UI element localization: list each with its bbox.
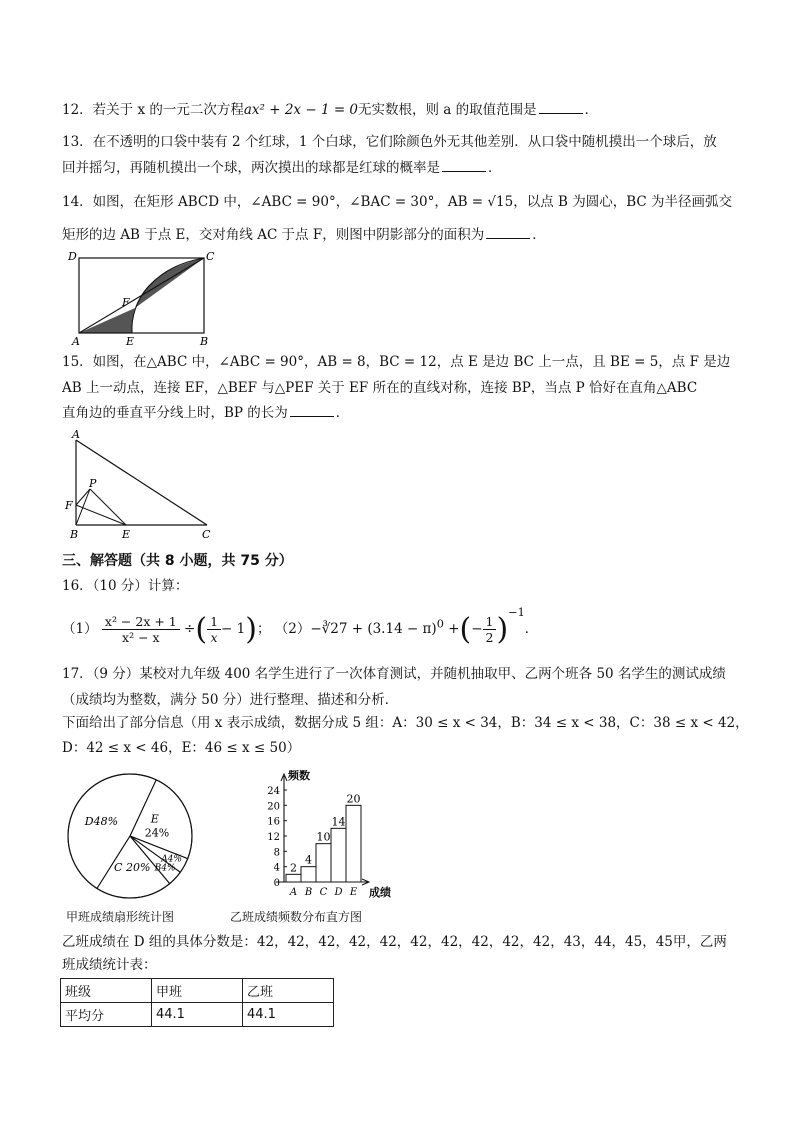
table-cell: 44.1 <box>243 1003 334 1027</box>
pie-chart-class-jia <box>60 770 210 902</box>
q12-suffix: 无实数根，则 a 的取值范围是 <box>358 102 537 118</box>
pie-chart-caption: 甲班成绩扇形统计图 <box>66 910 175 924</box>
q15-label-b: B <box>70 528 79 541</box>
hist-bar-d <box>331 828 346 882</box>
q17-line6: 班成绩统计表： <box>62 957 157 973</box>
q15-segment-ef <box>76 505 126 525</box>
hist-bar-b <box>301 867 316 882</box>
hist-y-tick: 24 <box>267 786 280 797</box>
q17-line2: （成绩均为整数，满分 50 分）进行整理、描述和分析． <box>62 692 399 708</box>
hist-y-label: 频数 <box>288 770 310 782</box>
q16-half-num: 1 <box>483 614 497 630</box>
hist-category-label: C <box>319 887 328 898</box>
hist-value-label: 2 <box>290 861 297 875</box>
q14-end: ． <box>532 227 546 243</box>
q16-title: 16．（10 分）计算： <box>62 578 189 594</box>
q15-triangle-figure <box>62 428 222 544</box>
q14-label-d: D <box>68 250 77 263</box>
hist-category-label: B <box>304 887 313 898</box>
q15-line3-text: 直角边的垂直平分线上时，BP 的长为 <box>62 405 288 421</box>
q16-neg-sign: − <box>471 621 483 637</box>
q15-answer-blank <box>290 403 334 417</box>
hist-category-label: E <box>349 887 358 898</box>
section-3-title: 三、解答题（共 8 小题，共 75 分） <box>62 553 293 569</box>
q16-separator: ； <box>256 621 271 637</box>
q16-inner-rest: − 1 <box>221 621 246 637</box>
q13-line2-text: 回并摇匀，再随机摸出一个球，两次摸出的球都是红球的概率是 <box>62 160 440 176</box>
hist-category-label: A <box>289 887 298 898</box>
q16-exponent-neg1: −1 <box>508 605 525 619</box>
q16-frac-den: x² − x <box>122 630 160 645</box>
hist-y-tick: 0 <box>273 878 280 889</box>
q16-expressions: （1） $\frac{\text{x² − 2x + 1}}{\text{x² − x}}$ ÷( $\frac{1}{x}$ − 1)； （2）−∛27 + $(3.14 - \pi)^0$ +(− $\frac{1}{2}$ )$^{-1}$． <box>62 605 539 647</box>
hist-bar-c <box>316 844 331 882</box>
hist-x-label: 成绩 <box>369 886 391 899</box>
hist-y-tick: 16 <box>267 816 280 828</box>
pie-percent-e: 24% <box>144 826 170 840</box>
histogram-caption: 乙班成绩频数分布直方图 <box>230 910 363 924</box>
q12-answer-blank <box>539 100 583 114</box>
q15-label-f: F <box>65 499 73 512</box>
q16-part2-expression: −∛27 + (3.14 − π) <box>310 621 437 637</box>
q14-answer-blank <box>486 225 530 239</box>
hist-y-tick: 12 <box>267 832 280 843</box>
hist-value-label: 14 <box>331 815 346 829</box>
q13-line1: 13．在不透明的口袋中装有 2 个红球，1 个白球，它们除颜色外无其他差别．从口袋中随机摸出一个球后，放 <box>62 134 717 150</box>
q14-line2-text: 矩形的边 AB 于点 E，交对角线 AC 于点 F，则图中阴影部分的面积为 <box>62 227 485 243</box>
pie-label-d: D48% <box>84 815 119 829</box>
q17-line5: 乙班成绩在 D 组的具体分数是：42，42，42，42，42，42，42，42，42，42，43，44，45，45甲，乙两 <box>62 934 727 950</box>
q16-fraction-inner <box>207 614 221 645</box>
table-header-row <box>61 979 334 1003</box>
q17-line1: 17．（9 分）某校对九年级 400 名学生进行了一次体育测试，并随机抽取甲、乙两个班各 50 名学生的测试成绩 <box>62 666 726 682</box>
q16-divide: ÷ <box>184 621 196 637</box>
q14-label-a: A <box>72 335 80 348</box>
table-header-cell: 乙班 <box>243 979 334 1003</box>
pie-label-b: B4% <box>154 863 176 874</box>
q15-label-p: P <box>89 477 97 490</box>
q15-line1: 15．如图，在△ABC 中，∠ABC = 90°，AB = 8，BC = 12，点 E 是边 BC 上一点，且 BE = 5，点 F 是边 <box>62 354 731 370</box>
q14-label-e: E <box>126 335 135 348</box>
q14-label-f: F <box>122 296 130 309</box>
q15-segment-bp <box>76 489 90 525</box>
q14-line2 <box>62 225 546 245</box>
hist-bar-e <box>346 805 361 882</box>
q16-inner-den: x <box>210 630 218 645</box>
q17-line3: 下面给出了部分信息（用 x 表示成绩，数据分成 5 组：A：30 ≤ x < 34，B：34 ≤ x < 38，C：38 ≤ x < 42， <box>62 715 749 731</box>
q15-segment-pe <box>90 489 126 525</box>
table-row <box>61 1003 334 1027</box>
question-12 <box>62 100 598 120</box>
q17-line4: D：42 ≤ x < 46，E：46 ≤ x ≤ 50） <box>62 740 301 756</box>
table-header-cell: 甲班 <box>152 979 243 1003</box>
q12-end: ． <box>584 102 599 118</box>
q16-fraction-half <box>483 614 497 645</box>
q14-shaded-region-upper <box>135 258 204 308</box>
q14-shaded-region-lower <box>79 308 135 333</box>
q13-end: ． <box>488 160 502 176</box>
q14-label-b: B <box>200 335 209 348</box>
q16-half-den: 2 <box>485 630 494 645</box>
hist-value-label: 20 <box>346 792 361 806</box>
q16-part1-label: （1） <box>62 621 98 637</box>
q14-label-c: C <box>206 250 215 263</box>
q16-exponent-zero: 0 <box>436 617 444 631</box>
q16-part2-label: （2） <box>274 621 311 637</box>
q16-inner-num: 1 <box>207 614 221 630</box>
pie-label-e: E <box>150 812 159 826</box>
q15-label-e: E <box>122 528 131 541</box>
q15-label-c: C <box>202 528 211 541</box>
hist-y-tick: 4 <box>273 862 280 874</box>
q16-end: ． <box>524 621 539 637</box>
hist-category-label: D <box>334 887 343 898</box>
hist-y-tick: 8 <box>273 847 280 859</box>
pie-label-a: A4% <box>161 854 182 865</box>
q13-line2 <box>62 158 502 178</box>
q14-line1: 14．如图，在矩形 ABCD 中，∠ABC = 90°，∠BAC = 30°，AB = √15，以点 B 为圆心，BC 为半径画弧交 <box>62 194 732 210</box>
table-cell: 44.1 <box>152 1003 243 1027</box>
hist-bar-a <box>286 874 301 882</box>
histogram-class-yi <box>248 770 408 902</box>
q16-frac-num: x² − 2x + 1 <box>102 614 180 630</box>
q15-segment-fp <box>76 489 90 505</box>
q16-fraction-main <box>102 614 180 645</box>
q15-label-a: A <box>72 428 80 441</box>
q12-prefix: 12．若关于 x 的一元二次方程 <box>62 102 244 118</box>
q13-answer-blank <box>442 158 486 172</box>
hist-value-label: 10 <box>316 830 331 844</box>
pie-label-c: C 20% <box>114 860 151 874</box>
stats-table <box>60 978 334 1027</box>
q15-end: ． <box>335 405 350 421</box>
hist-y-tick: 20 <box>267 801 280 813</box>
q15-line2: AB 上一动点，连接 EF，△BEF 与△PEF 关于 EF 所在的直线对称，连接 BP，当点 P 恰好在直角△ABC <box>62 380 698 396</box>
table-cell: 平均分 <box>61 1003 152 1027</box>
q12-equation: ax² + 2x − 1 = 0 <box>243 102 359 118</box>
hist-value-label: 4 <box>305 853 312 867</box>
q15-line3 <box>62 403 349 423</box>
table-header-cell: 班级 <box>61 979 152 1003</box>
q14-rectangle-figure <box>64 248 224 348</box>
q16-plus: + <box>448 621 460 637</box>
